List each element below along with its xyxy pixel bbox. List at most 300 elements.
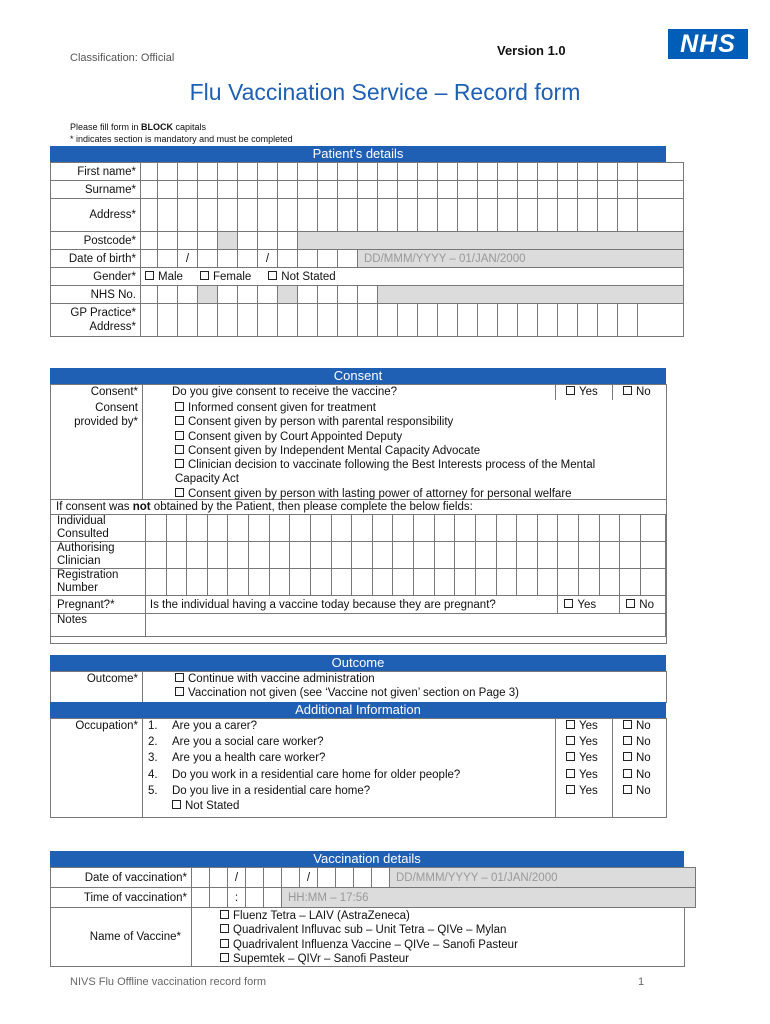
- input-cell[interactable]: [207, 569, 228, 596]
- input-cell[interactable]: [278, 232, 298, 250]
- input-cell[interactable]: [638, 199, 684, 232]
- input-cell[interactable]: [258, 232, 278, 250]
- input-cell[interactable]: [640, 542, 665, 569]
- input-cell[interactable]: [372, 569, 393, 596]
- input-cell[interactable]: [318, 181, 338, 199]
- vaccine-option[interactable]: [220, 952, 518, 966]
- input-cell[interactable]: [578, 304, 598, 337]
- input-cell[interactable]: [249, 542, 270, 569]
- input-cell[interactable]: [338, 181, 358, 199]
- input-cell[interactable]: [178, 250, 198, 268]
- input-cell[interactable]: [298, 304, 318, 337]
- input-cell[interactable]: [620, 542, 641, 569]
- input-cell[interactable]: [228, 569, 249, 596]
- input-cell[interactable]: [310, 542, 331, 569]
- input-cell[interactable]: [178, 199, 198, 232]
- input-cell[interactable]: [372, 542, 393, 569]
- input-cell[interactable]: [558, 163, 578, 181]
- instr-suffix: capitals: [173, 122, 207, 132]
- input-cell[interactable]: [141, 250, 158, 268]
- input-cell[interactable]: [207, 542, 228, 569]
- input-cell[interactable]: [198, 250, 218, 268]
- input-cell[interactable]: [187, 515, 208, 542]
- input-cell[interactable]: [210, 888, 228, 908]
- checkbox-icon[interactable]: [623, 752, 632, 761]
- checkbox-icon[interactable]: [566, 736, 575, 745]
- input-cell[interactable]: [290, 569, 311, 596]
- vaccine-option-label: Quadrivalent Influvac sub – Unit Tetra – QIVe – Mylan: [233, 924, 507, 937]
- input-cell[interactable]: [358, 199, 378, 232]
- input-cell[interactable]: [198, 199, 218, 232]
- consent-option[interactable]: [175, 415, 595, 429]
- input-cell[interactable]: [578, 199, 598, 232]
- input-cell[interactable]: [537, 515, 558, 542]
- input-cell[interactable]: [318, 250, 338, 268]
- input-cell[interactable]: [475, 515, 496, 542]
- input-cell[interactable]: [331, 569, 352, 596]
- input-cell[interactable]: [278, 199, 298, 232]
- input-cell[interactable]: [269, 515, 290, 542]
- input-cell[interactable]: [158, 232, 178, 250]
- input-cell[interactable]: [141, 232, 158, 250]
- input-cell[interactable]: [455, 569, 476, 596]
- input-cell[interactable]: [478, 181, 498, 199]
- input-cell[interactable]: [438, 199, 458, 232]
- input-cell[interactable]: [498, 163, 518, 181]
- input-cell[interactable]: [558, 181, 578, 199]
- checkbox-icon[interactable]: [564, 599, 573, 608]
- input-cell[interactable]: [537, 569, 558, 596]
- input-cell[interactable]: [318, 199, 338, 232]
- consent-option-label: Consent given by person with parental responsibility: [188, 416, 454, 429]
- occupation-yes[interactable]: [566, 720, 598, 732]
- input-cell[interactable]: [331, 515, 352, 542]
- input-cell[interactable]: [228, 515, 249, 542]
- input-cell[interactable]: [498, 304, 518, 337]
- input-cell[interactable]: [518, 304, 538, 337]
- input-cell[interactable]: [282, 868, 300, 888]
- input-cell[interactable]: [640, 515, 665, 542]
- input-cell[interactable]: [158, 286, 178, 304]
- checkbox-icon[interactable]: [623, 386, 632, 395]
- input-cell[interactable]: [338, 250, 358, 268]
- input-cell[interactable]: [478, 304, 498, 337]
- input-cell[interactable]: [475, 542, 496, 569]
- outcome-opt1[interactable]: [175, 673, 375, 685]
- input-cell[interactable]: [318, 286, 338, 304]
- input-cell[interactable]: [538, 304, 558, 337]
- input-cell[interactable]: [158, 304, 178, 337]
- input-cell[interactable]: [398, 304, 418, 337]
- checkbox-icon[interactable]: [566, 720, 575, 729]
- input-cell[interactable]: [298, 250, 318, 268]
- occupation-no[interactable]: [623, 720, 651, 732]
- input-cell[interactable]: [238, 232, 258, 250]
- input-cell[interactable]: [258, 163, 278, 181]
- input-cell[interactable]: [238, 199, 258, 232]
- input-cell[interactable]: [458, 181, 478, 199]
- input-cell[interactable]: [290, 542, 311, 569]
- input-cell[interactable]: [141, 163, 158, 181]
- vaccine-option[interactable]: [220, 938, 518, 952]
- input-cell[interactable]: [187, 542, 208, 569]
- input-cell[interactable]: [578, 181, 598, 199]
- input-cell[interactable]: [358, 163, 378, 181]
- input-cell[interactable]: [538, 181, 558, 199]
- input-cell[interactable]: [145, 542, 166, 569]
- occupation-no[interactable]: [623, 752, 651, 764]
- input-cell[interactable]: [538, 199, 558, 232]
- input-cell[interactable]: [398, 163, 418, 181]
- input-cell[interactable]: [393, 515, 414, 542]
- input-cell[interactable]: [228, 542, 249, 569]
- input-cell[interactable]: [158, 250, 178, 268]
- input-cell[interactable]: [331, 542, 352, 569]
- input-cell[interactable]: [198, 181, 218, 199]
- input-cell[interactable]: [618, 181, 638, 199]
- input-cell[interactable]: [418, 163, 438, 181]
- input-cell[interactable]: [310, 569, 331, 596]
- input-cell[interactable]: [336, 868, 354, 888]
- consent-option[interactable]: [175, 430, 595, 444]
- input-cell[interactable]: [354, 868, 372, 888]
- input-cell[interactable]: [618, 163, 638, 181]
- input-cell[interactable]: [496, 515, 517, 542]
- consent-option-label: Informed consent given for treatment: [188, 402, 376, 414]
- input-cell[interactable]: [298, 286, 318, 304]
- input-cell[interactable]: [198, 232, 218, 250]
- input-cell[interactable]: [598, 163, 618, 181]
- input-cell[interactable]: [517, 542, 538, 569]
- input-cell[interactable]: [290, 515, 311, 542]
- input-cell[interactable]: [269, 542, 290, 569]
- checkbox-icon[interactable]: [175, 431, 184, 440]
- input-cell[interactable]: [278, 181, 298, 199]
- input-cell[interactable]: [338, 304, 358, 337]
- input-cell[interactable]: [178, 181, 198, 199]
- input-cell[interactable]: [264, 868, 282, 888]
- input-cell[interactable]: [178, 304, 198, 337]
- input-cell[interactable]: [438, 181, 458, 199]
- input-cell[interactable]: [218, 163, 238, 181]
- input-cell[interactable]: [198, 163, 218, 181]
- input-cell[interactable]: [318, 163, 338, 181]
- input-cell[interactable]: [618, 304, 638, 337]
- input-cell[interactable]: [414, 569, 435, 596]
- input-cell[interactable]: [141, 181, 158, 199]
- input-cell[interactable]: [218, 181, 238, 199]
- input-cell[interactable]: [238, 181, 258, 199]
- checkbox-icon[interactable]: [220, 910, 229, 919]
- occupation-yes[interactable]: [566, 785, 598, 797]
- input-cell[interactable]: [218, 286, 238, 304]
- yes-label: Yes: [579, 784, 598, 797]
- occupation-yes[interactable]: [566, 769, 598, 781]
- input-cell[interactable]: [145, 515, 166, 542]
- input-cell[interactable]: [599, 515, 620, 542]
- checkbox-icon[interactable]: [175, 445, 184, 454]
- consent-option[interactable]: [175, 487, 595, 501]
- input-cell[interactable]: [517, 569, 538, 596]
- input-cell[interactable]: [145, 569, 166, 596]
- input-cell[interactable]: [518, 181, 538, 199]
- input-cell[interactable]: [378, 199, 398, 232]
- individual-label-1: Individual: [57, 515, 106, 527]
- input-cell[interactable]: [418, 181, 438, 199]
- input-cell[interactable]: [187, 569, 208, 596]
- input-cell[interactable]: [393, 542, 414, 569]
- gender-male[interactable]: [145, 271, 183, 283]
- input-cell[interactable]: [579, 542, 600, 569]
- pregnant-yes[interactable]: [558, 596, 620, 614]
- input-cell[interactable]: [192, 868, 210, 888]
- input-cell[interactable]: [438, 304, 458, 337]
- consent-option-label: Consent given by Independent Mental Capacity Advocate: [188, 444, 481, 457]
- input-cell[interactable]: [258, 181, 278, 199]
- input-cell[interactable]: [178, 163, 198, 181]
- input-cell[interactable]: [338, 199, 358, 232]
- input-cell[interactable]: [300, 868, 318, 888]
- input-cell[interactable]: [558, 515, 579, 542]
- input-cell[interactable]: [498, 181, 518, 199]
- input-cell[interactable]: [352, 569, 373, 596]
- input-cell[interactable]: [620, 569, 641, 596]
- checkbox-icon[interactable]: [175, 488, 184, 497]
- no-label: No: [636, 720, 651, 732]
- input-cell[interactable]: [558, 304, 578, 337]
- input-cell[interactable]: [458, 199, 478, 232]
- input-cell[interactable]: [518, 199, 538, 232]
- input-cell[interactable]: [198, 304, 218, 337]
- input-cell[interactable]: [496, 569, 517, 596]
- input-cell[interactable]: [372, 868, 390, 888]
- input-cell[interactable]: [538, 163, 558, 181]
- vaccine-option[interactable]: [220, 923, 518, 937]
- input-cell[interactable]: [558, 569, 579, 596]
- checkbox-icon[interactable]: [220, 939, 229, 948]
- input-cell[interactable]: [298, 181, 318, 199]
- input-cell[interactable]: [638, 163, 684, 181]
- input-cell[interactable]: [475, 569, 496, 596]
- input-cell[interactable]: [298, 199, 318, 232]
- input-cell[interactable]: [498, 199, 518, 232]
- input-cell[interactable]: [218, 199, 238, 232]
- input-cell[interactable]: [238, 304, 258, 337]
- input-cell[interactable]: [455, 515, 476, 542]
- input-cell[interactable]: [458, 304, 478, 337]
- input-cell[interactable]: [458, 163, 478, 181]
- input-cell[interactable]: [192, 888, 210, 908]
- input-cell[interactable]: [599, 569, 620, 596]
- input-cell[interactable]: [414, 542, 435, 569]
- input-cell[interactable]: [478, 163, 498, 181]
- input-cell[interactable]: [352, 542, 373, 569]
- input-cell[interactable]: [278, 250, 298, 268]
- input-cell[interactable]: [558, 542, 579, 569]
- checkbox-icon[interactable]: [566, 785, 575, 794]
- input-cell[interactable]: [210, 868, 228, 888]
- input-cell[interactable]: [218, 232, 238, 250]
- occupation-no[interactable]: [623, 769, 651, 781]
- input-cell[interactable]: [238, 163, 258, 181]
- input-cell[interactable]: [166, 515, 187, 542]
- consent-yes-label: Yes: [579, 386, 598, 398]
- notes-input[interactable]: [145, 614, 665, 637]
- input-cell[interactable]: [258, 304, 278, 337]
- checkbox-icon[interactable]: [175, 402, 184, 411]
- occupation-no[interactable]: [623, 736, 651, 748]
- checkbox-icon[interactable]: [175, 459, 184, 468]
- occupation-no[interactable]: [623, 785, 651, 797]
- input-cell[interactable]: [372, 515, 393, 542]
- input-cell[interactable]: [246, 868, 264, 888]
- input-cell[interactable]: [638, 304, 684, 337]
- checkbox-icon[interactable]: [623, 785, 632, 794]
- input-cell[interactable]: [599, 542, 620, 569]
- input-cell[interactable]: [640, 569, 665, 596]
- input-cell[interactable]: [418, 199, 438, 232]
- input-cell[interactable]: [158, 163, 178, 181]
- input-cell[interactable]: [246, 888, 264, 908]
- pregnant-no[interactable]: [620, 596, 666, 614]
- checkbox-icon[interactable]: [145, 271, 154, 280]
- input-cell[interactable]: [455, 542, 476, 569]
- checkbox-icon[interactable]: [626, 599, 635, 608]
- input-cell[interactable]: [338, 163, 358, 181]
- checkbox-icon[interactable]: [566, 752, 575, 761]
- input-cell[interactable]: [434, 542, 455, 569]
- input-cell[interactable]: [638, 181, 684, 199]
- input-cell[interactable]: [278, 163, 298, 181]
- checkbox-icon[interactable]: [623, 720, 632, 729]
- outcome-opt2[interactable]: [175, 687, 519, 699]
- input-cell[interactable]: [238, 250, 258, 268]
- input-cell[interactable]: [518, 163, 538, 181]
- input-cell[interactable]: [141, 286, 158, 304]
- input-cell[interactable]: [578, 163, 598, 181]
- input-cell[interactable]: [318, 304, 338, 337]
- input-cell[interactable]: [378, 304, 398, 337]
- input-cell[interactable]: [228, 888, 246, 908]
- gender-female[interactable]: [200, 271, 251, 283]
- input-cell[interactable]: [228, 868, 246, 888]
- checkbox-icon[interactable]: [172, 800, 181, 809]
- checkbox-icon[interactable]: [268, 271, 277, 280]
- input-cell[interactable]: [258, 250, 278, 268]
- checkbox-icon[interactable]: [566, 769, 575, 778]
- input-cell[interactable]: [198, 286, 218, 304]
- input-cell[interactable]: [338, 286, 358, 304]
- checkbox-icon[interactable]: [220, 924, 229, 933]
- input-cell[interactable]: [249, 569, 270, 596]
- input-cell[interactable]: [218, 304, 238, 337]
- input-cell[interactable]: [310, 515, 331, 542]
- gender-options[interactable]: [141, 268, 684, 286]
- input-cell[interactable]: [158, 181, 178, 199]
- input-cell[interactable]: [358, 286, 378, 304]
- input-cell[interactable]: [438, 163, 458, 181]
- occupation-yes[interactable]: [566, 752, 598, 764]
- gender-not-stated[interactable]: [268, 271, 335, 283]
- checkbox-icon[interactable]: [220, 953, 229, 962]
- input-cell[interactable]: [414, 515, 435, 542]
- checkbox-icon[interactable]: [623, 736, 632, 745]
- input-cell[interactable]: [598, 199, 618, 232]
- no-label: No: [636, 752, 651, 765]
- input-cell[interactable]: [178, 286, 198, 304]
- input-cell[interactable]: [378, 163, 398, 181]
- input-cell[interactable]: [278, 286, 298, 304]
- input-cell[interactable]: [358, 181, 378, 199]
- checkbox-icon[interactable]: [175, 416, 184, 425]
- checkbox-icon[interactable]: [175, 673, 184, 682]
- consent-option[interactable]: [175, 401, 595, 415]
- input-cell[interactable]: [207, 515, 228, 542]
- input-cell[interactable]: [558, 199, 578, 232]
- input-cell[interactable]: [258, 199, 278, 232]
- consent-option[interactable]: [175, 444, 595, 458]
- input-cell[interactable]: [141, 304, 158, 337]
- input-cell[interactable]: [178, 232, 198, 250]
- input-cell[interactable]: [598, 181, 618, 199]
- occupation-not-stated[interactable]: [172, 800, 239, 812]
- consent-yes[interactable]: [566, 386, 598, 398]
- occupation-yes[interactable]: [566, 736, 598, 748]
- input-cell[interactable]: [158, 199, 178, 232]
- checkbox-icon[interactable]: [175, 687, 184, 696]
- input-cell[interactable]: [378, 181, 398, 199]
- input-cell[interactable]: [496, 542, 517, 569]
- vaccine-option[interactable]: [220, 909, 518, 923]
- input-cell[interactable]: [598, 304, 618, 337]
- input-cell[interactable]: [141, 199, 158, 232]
- input-cell[interactable]: [249, 515, 270, 542]
- input-cell[interactable]: [618, 199, 638, 232]
- input-cell[interactable]: [537, 542, 558, 569]
- input-cell[interactable]: [620, 515, 641, 542]
- input-cell[interactable]: [269, 569, 290, 596]
- checkbox-icon[interactable]: [566, 386, 575, 395]
- input-cell[interactable]: [418, 304, 438, 337]
- input-cell[interactable]: [517, 515, 538, 542]
- consent-option[interactable]: [175, 458, 595, 472]
- input-cell[interactable]: [579, 515, 600, 542]
- input-cell[interactable]: [278, 304, 298, 337]
- checkbox-icon[interactable]: [623, 769, 632, 778]
- input-cell[interactable]: [579, 569, 600, 596]
- input-cell[interactable]: [298, 163, 318, 181]
- input-cell[interactable]: [352, 515, 373, 542]
- input-cell[interactable]: [434, 569, 455, 596]
- vaccine-options: [220, 909, 518, 966]
- input-cell[interactable]: [393, 569, 414, 596]
- outcome-label: Outcome*: [86, 673, 138, 685]
- input-cell[interactable]: [398, 199, 418, 232]
- consent-no[interactable]: [623, 386, 651, 398]
- input-cell[interactable]: [478, 199, 498, 232]
- input-cell[interactable]: [218, 250, 238, 268]
- input-cell[interactable]: [434, 515, 455, 542]
- input-cell[interactable]: [358, 304, 378, 337]
- input-cell[interactable]: [264, 888, 282, 908]
- input-cell[interactable]: [318, 868, 336, 888]
- input-cell[interactable]: [166, 542, 187, 569]
- input-cell[interactable]: [238, 286, 258, 304]
- input-cell[interactable]: [166, 569, 187, 596]
- checkbox-icon[interactable]: [200, 271, 209, 280]
- input-cell[interactable]: [258, 286, 278, 304]
- input-cell[interactable]: [398, 181, 418, 199]
